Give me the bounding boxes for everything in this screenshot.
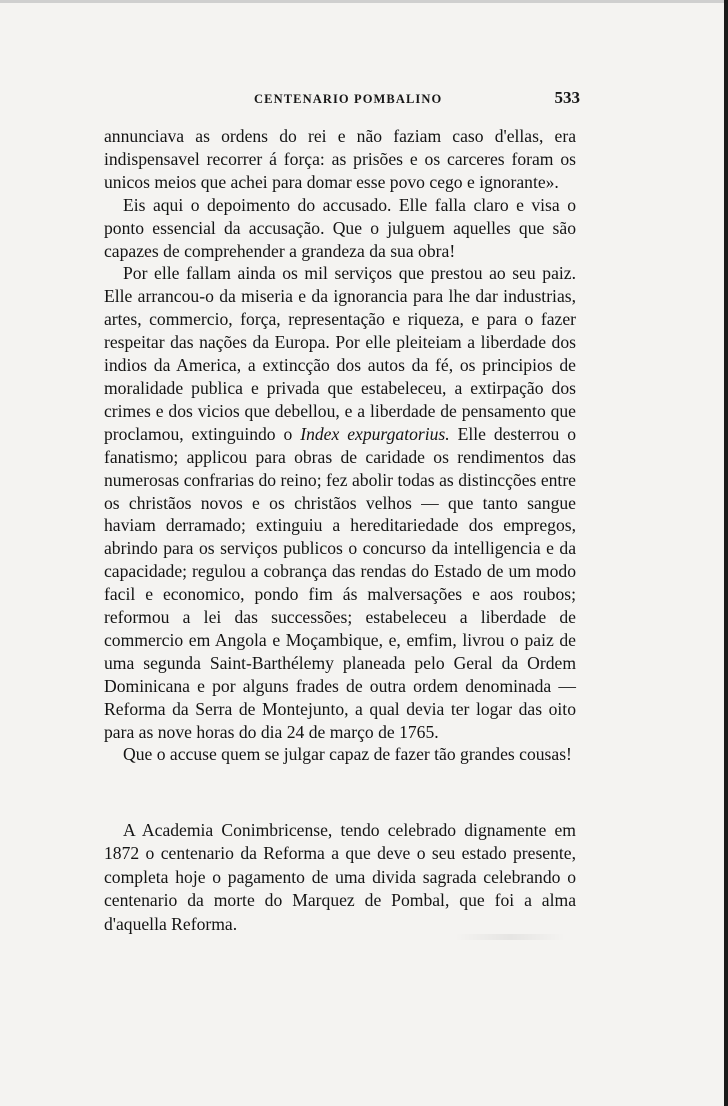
paragraph-4: Que o accuse quem se julgar capaz de fazer tão grandes cousas! [123, 744, 572, 765]
bleed-through-mark [455, 934, 565, 940]
paragraph-3-text-b: Elle desterrou o fanatismo; applicou para obras de caridade os rendimentos das numerosas confrarias do reino; fez abolir todas as distincções entre os christãos novos e os christãos velhos — que tanto sangue haviam derramado; extinguiu a hereditariedade dos empregos, abrindo para os serviços publicos o concurso da intelligencia e da capacidade; regulou a cobrança das rendas do Estado de um modo facil e economico, pondo fim ás malversações e aos roubos; reformou a lei das successões; estabeleceu a liberdade de commercio em Angola e Moçambique, e, emfim, livrou o paiz de uma segunda Saint-Barthélemy planeada pelo Geral da Ordem Dominicana e por alguns frades de outra ordem denominada — Reforma da Serra de Montejunto, a qual devia ter logar das oito para as nove horas do dia 24 de março de 1765. [104, 423, 576, 742]
page-number: 533 [554, 88, 580, 107]
italic-title: Index expurgatorius. [300, 423, 450, 444]
running-head: CENTENARIO POMBALINO [254, 92, 443, 106]
paragraph-1: annunciava as ordens do rei e não faziam caso d'ellas, era indispensavel recorrer á força: as prisões e os carceres foram os unicos meios que achei para domar esse povo cego e ignorante». [104, 126, 576, 192]
page-header [104, 88, 580, 110]
page-top-edge [0, 0, 728, 3]
closing-section [104, 819, 576, 936]
paragraph-3-text-a: Por elle fallam ainda os mil serviços que prestou ao seu paiz. Elle arrancou-o da miseria e da ignorancia para lhe dar industrias, artes, commercio, força, representação e riqueza, e para o fazer respeitar das nações da Europa. Por elle pleiteiam a liberdade dos indios da America, a extincção dos autos da fé, os principios de moralidade publica e privada que estabeleceu, a extirpação dos crimes e dos vicios que debellou, e a liberdade de pensamento que proclamou, extinguindo o [104, 263, 576, 444]
main-text [104, 125, 576, 766]
closing-paragraph: A Academia Conimbricense, tendo celebrado dignamente em 1872 o centenario da Reforma a que deve o seu estado presente, completa hoje o pagamento de uma divida sagrada celebrando o centenario da morte do Marquez de Pombal, que foi a alma d'aquella Reforma. [104, 820, 576, 934]
paragraph-3 [104, 262, 576, 743]
page-right-edge [724, 0, 728, 1106]
paragraph-2: Eis aqui o depoimento do accusado. Elle falla claro e visa o ponto essencial da accusação. Que o julguem aquelles que são capazes de comprehender a grandeza da sua obra! [104, 194, 576, 261]
